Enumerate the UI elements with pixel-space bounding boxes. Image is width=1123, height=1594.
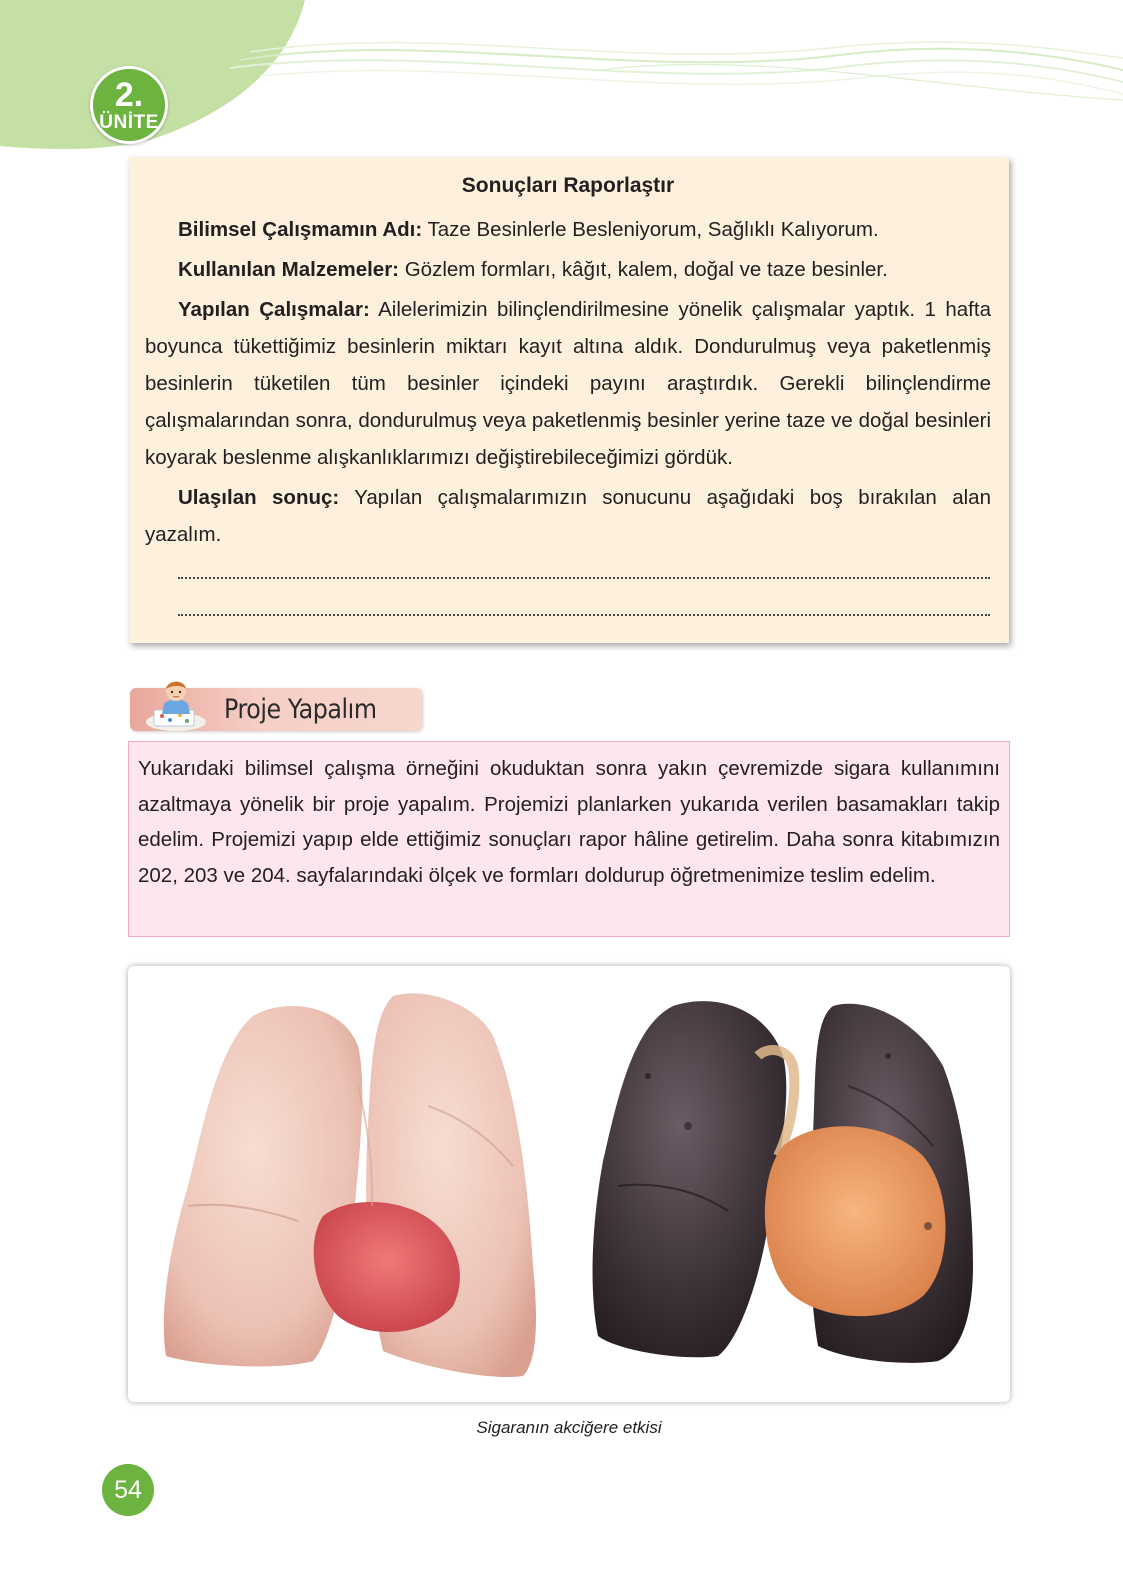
- lungs-photo-frame: [128, 966, 1010, 1402]
- work-paragraph: [145, 291, 991, 476]
- page-number: 54: [102, 1464, 154, 1516]
- unit-label: ÜNİTE: [99, 112, 159, 133]
- report-title: Sonuçları Raporlaştır: [461, 174, 675, 197]
- result-paragraph: [145, 479, 991, 553]
- smoker-lungs: [593, 1001, 973, 1363]
- work-label: Yapılan Çalışmalar:: [178, 298, 370, 321]
- study-name-paragraph: [145, 211, 991, 248]
- study-name-label: Bilimsel Çalışmamın Adı:: [178, 218, 423, 241]
- project-tab: [130, 688, 422, 731]
- result-value: Yapılan çalışmalarımızın sonucunu aşağıdaki boş bırakılan alan yazalım.: [145, 486, 991, 546]
- healthy-lungs: [164, 993, 536, 1377]
- study-name-value: Taze Besinlerle Besleniyorum, Sağlıklı Kalıyorum.: [427, 218, 879, 241]
- lungs-illustration: [128, 966, 1010, 1402]
- unit-number: 2.: [114, 76, 144, 114]
- materials-paragraph: [145, 251, 991, 288]
- answer-line-1[interactable]: [178, 553, 990, 579]
- materials-value: Gözlem formları, kâğıt, kalem, doğal ve taze besinler.: [404, 258, 888, 281]
- header-decoration: [0, 0, 1123, 160]
- unit-badge: [90, 66, 168, 144]
- figure-caption: Sigaranın akciğere etkisi: [476, 1418, 662, 1437]
- project-tab-label: Proje Yapalım: [224, 694, 377, 725]
- project-box: [128, 741, 1010, 937]
- materials-label: Kullanılan Malzemeler:: [178, 258, 400, 281]
- child-reading-icon: [140, 674, 210, 736]
- answer-line-2[interactable]: [178, 579, 990, 616]
- project-text: Yukarıdaki bilimsel çalışma örneğini okuduktan sonra yakın çevremizde sigara kullanımını azaltmaya yönelik bir proje yapalım. Projemizi planlarken yukarıda verilen basamakları takip edelim. Projemizi yapıp elde ettiğimiz sonuçları rapor hâline getirelim. Daha sonra kitabımızın 202, 203 ve 204. sayfalarındaki ölçek ve formları doldurup öğretmenimize teslim edelim.: [138, 757, 1000, 887]
- report-box: [129, 157, 1009, 643]
- result-label: Ulaşılan sonuç:: [178, 486, 340, 509]
- work-value: Ailelerimizin bilinçlendirilmesine yönelik çalışmalar yaptık. 1 hafta boyunca tükettiğimiz besinlerin miktarı kayıt altına aldık. Dondurulmuş veya paketlenmiş besinlerin tüketilen tüm besinler içindeki payını araştırdık. Gerekli bilinçlendirme çalışmalarından sonra, dondurulmuş veya paketlenmiş besinler yerine taze ve doğal besinleri koyarak beslenme alışkanlıklarımızı değiştirebileceğimizi gördük.: [145, 298, 991, 469]
